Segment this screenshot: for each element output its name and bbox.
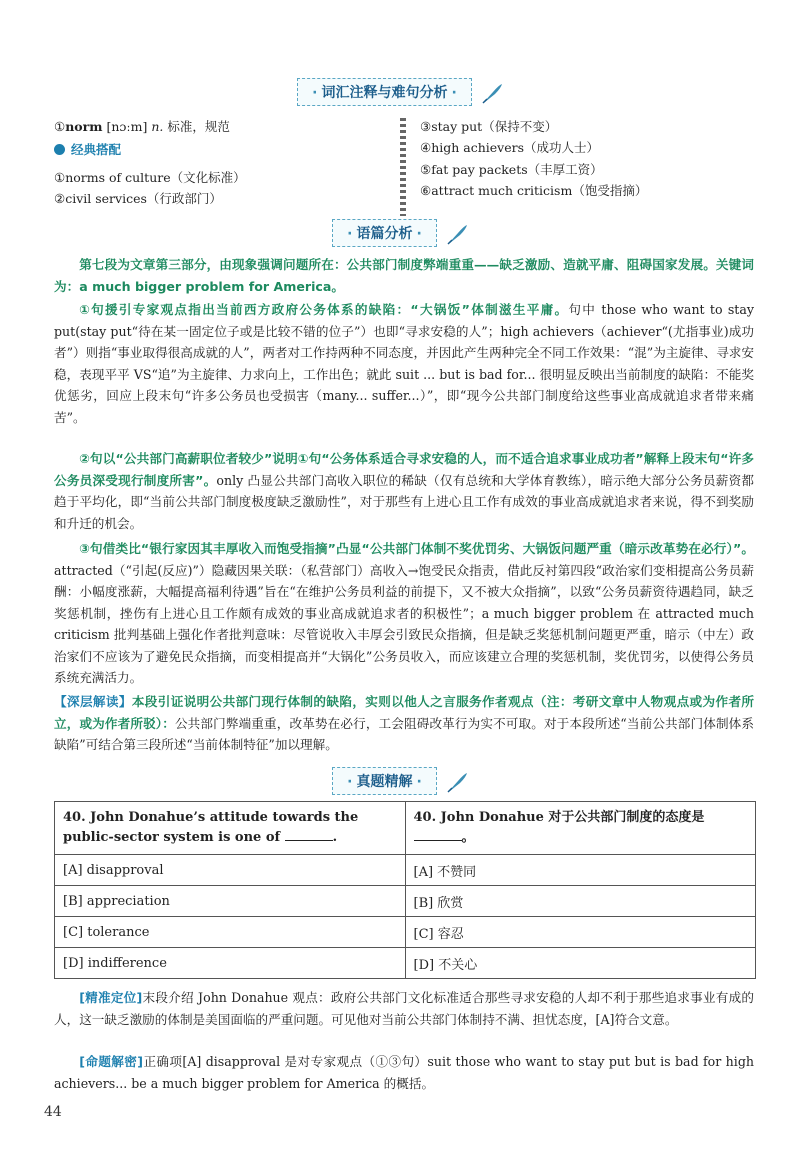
vocab-section-header: · 词汇注释与难句分析 · bbox=[0, 78, 800, 106]
norm-definition: 标准，规范 bbox=[167, 119, 230, 134]
deep-text: 公共部门弊端重重，改革势在必行，工会阻碍改革行为实不可取。对于本段所述“当前公共部门体制体系缺陷”可结合第三段所述“当前体制特征”加以理解。 bbox=[54, 715, 754, 752]
vocab-left-item: ②civil services（行政部门） bbox=[54, 191, 222, 206]
discourse-header-title: 语篇分析 bbox=[356, 226, 413, 242]
collocation-label: 经典搭配 bbox=[71, 142, 122, 157]
question-decode bbox=[54, 1051, 754, 1094]
intro-highlight: 第七段为文章第三部分，由现象强调问题所在：公共部门制度弊端重重——缺乏激励、造就平庸、阻碍国家发展。关键词为：a much bigger problem for America。 bbox=[54, 257, 754, 294]
analysis-intro bbox=[54, 254, 754, 297]
vocab-right-item: ④high achievers（成功人士） bbox=[420, 140, 600, 155]
vocab-right-item: ③stay put（保持不变） bbox=[420, 119, 558, 134]
table-row bbox=[55, 855, 756, 886]
deep-label: 【深层解读】 bbox=[54, 694, 132, 709]
option-cn: [B] 欣赏 bbox=[405, 886, 756, 917]
stem-en-text: 40. John Donahue’s attitude towards the public-sector system is one of bbox=[63, 810, 359, 845]
question-stem-en bbox=[55, 802, 406, 855]
option-en: [C] tolerance bbox=[55, 917, 406, 948]
analysis-sentence-3 bbox=[54, 538, 754, 689]
norm-phonetic: [nɔːm] bbox=[106, 119, 148, 134]
option-cn: [A] 不赞同 bbox=[405, 855, 756, 886]
question-stem-cn bbox=[405, 802, 756, 855]
table-row bbox=[55, 948, 756, 979]
answer-blank bbox=[285, 840, 333, 841]
column-divider bbox=[400, 118, 406, 216]
table-row bbox=[55, 917, 756, 948]
option-cn: [C] 容忍 bbox=[405, 917, 756, 948]
norm-word: norm bbox=[65, 119, 103, 134]
option-en: [B] appreciation bbox=[55, 886, 406, 917]
analysis-sentence-1 bbox=[54, 299, 754, 428]
question-header-title: 真题精解 bbox=[356, 774, 413, 790]
analysis-sentence-2 bbox=[54, 448, 754, 534]
norm-number: ① bbox=[54, 119, 66, 134]
vocab-header-title: 词汇注释与难句分析 bbox=[321, 85, 448, 101]
decode-label: [命题解密] bbox=[79, 1054, 144, 1069]
s1-text: 句中 those who want to stay put(stay put“待在某一固定位子或是比较不错的位子”）也即“寻求安稳的人”；high achievers（achiever“(尤指事业)成功者”）则指“事业取得很高成就的人”，两者对工作持两种不同态度，并因此产生两种完全不同工作效果：“混”为主旋律、寻求安稳，表现平平 VS“追”为主旋律、力求向上，工作出色；就此 suit ... but is bad for... 很明显反映出当前制度的缺陷：不能奖优惩劣，回应上段末句“许多公务员也受损害（many... suffer...）”，即“现今公共部门制度给这些事业高成就追求者带来痛苦”。 bbox=[54, 302, 754, 425]
answer-blank bbox=[414, 840, 462, 841]
bullet-dot-icon bbox=[54, 144, 65, 155]
deep-interpretation bbox=[54, 691, 754, 756]
vocab-norm-entry bbox=[54, 116, 230, 137]
s2-highlight: ②句以“公共部门高薪职位者较少”说明①句“公务体系适合寻求安稳的人，而不适合追求事业成功者”解释上段末句“许多公务员深受现行制度所害”。 bbox=[54, 451, 754, 488]
question-section-header: · 真题精解 · bbox=[0, 767, 800, 795]
vocab-left-item: ①norms of culture（文化标准） bbox=[54, 170, 246, 185]
question-table bbox=[54, 801, 756, 979]
quill-icon bbox=[446, 223, 468, 245]
discourse-section-header: · 语篇分析 · bbox=[0, 219, 800, 247]
table-row bbox=[55, 886, 756, 917]
s1-highlight: ①句援引专家观点指出当前西方政府公务体系的缺陷：“大锅饭”体制滋生平庸。 bbox=[79, 302, 569, 317]
table-row bbox=[55, 802, 756, 855]
s3-text: attracted（“引起(反应)”）隐藏因果关联：（私营部门）高收入→饱受民众指责，借此反衬第四段“政治家们变相提高公务员薪酬：小幅度涨薪，大幅提高福利待遇”旨在“在维护公务员利益的前提下，又不被大众指摘”，以致“公务员薪资待遇趋同，缺乏奖惩机制，挫伤有上进心且工作颇有成效的事业高成就追求者的积极性”；a much bigger problem 在 attracted much criticism 批判基础上强化作者批判意味：尽管说收入丰厚会引致民众指摘，但是缺乏奖惩机制问题更严重，暗示（中左）政治家们不应该为了避免民众指摘，而变相提高并“大锅化”公务员收入，而应该建立合理的奖惩机制，奖优罚劣，以使得公务员系统充满活力。 bbox=[54, 562, 754, 685]
stem-cn-text: 40. John Donahue 对于公共部门制度的态度是 bbox=[413, 810, 705, 825]
location-label: [精准定位] bbox=[79, 990, 143, 1005]
precise-location bbox=[54, 987, 754, 1030]
option-cn: [D] 不关心 bbox=[405, 948, 756, 979]
stem-en-dot: . bbox=[332, 830, 338, 845]
location-text: 末段介绍 John Donahue 观点：政府公共部门文化标准适合那些寻求安稳的人却不利于那些追求事业有成的人，这一缺乏激励的体制是美国面临的严重问题。可见他对当前公共部门体制持不满、担忧态度，[A]符合文意。 bbox=[54, 990, 754, 1027]
vocab-right-item: ⑥attract much criticism（饱受指摘） bbox=[420, 183, 648, 198]
quill-icon bbox=[446, 771, 468, 793]
stem-cn-end: 。 bbox=[461, 830, 475, 845]
option-en: [A] disapproval bbox=[55, 855, 406, 886]
norm-pos: n. bbox=[151, 119, 164, 134]
quill-icon bbox=[481, 82, 503, 104]
decode-text: 正确项[A] disapproval 是对专家观点（①③句）suit those who want to stay put but is bad for high achievers... be a much bigger problem for America 的概括。 bbox=[54, 1054, 754, 1091]
option-en: [D] indifference bbox=[55, 948, 406, 979]
s2-text: only 凸显公共部门高收入职位的稀缺（仅有总统和大学体育教练），暗示绝大部分公务员薪资都趋于平均化，即“当前公共部门制度极度缺乏激励性”，对于那些有上进心且工作有成效的事业高成就追求者来说，得不到奖励和升迁的机会。 bbox=[54, 472, 754, 531]
deep-highlight: 本段引证说明公共部门现行体制的缺陷，实则以他人之言服务作者观点（注：考研文章中人物观点或为作者所立，或为作者所驳）： bbox=[54, 694, 755, 731]
collocation-heading bbox=[54, 139, 121, 160]
s3-highlight: ③句借类比“银行家因其丰厚收入而饱受指摘”凸显“公共部门体制不奖优罚劣、大锅饭问题严重（暗示改革势在必行）”。 bbox=[79, 541, 754, 556]
vocab-right-item: ⑤fat pay packets（丰厚工资） bbox=[420, 162, 603, 177]
page-number: 44 bbox=[44, 1104, 62, 1120]
